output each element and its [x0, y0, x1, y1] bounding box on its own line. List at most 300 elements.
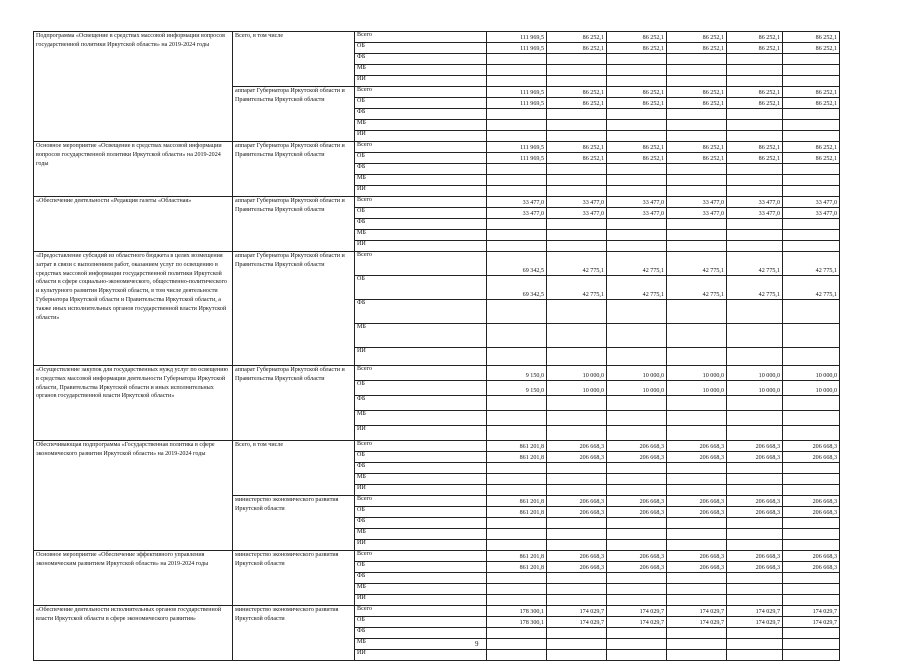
amount-cell: 86 252,1	[783, 87, 840, 98]
amount-cell	[783, 76, 840, 87]
amount-cell: 206 668,3	[667, 562, 727, 573]
amount-cell	[547, 300, 607, 324]
amount-cell	[547, 54, 607, 65]
amount-cell: 86 252,1	[547, 142, 607, 153]
amount-cell	[727, 54, 783, 65]
amount-cell	[547, 639, 607, 650]
amount-cell: 206 668,3	[547, 452, 607, 463]
amount-cell	[727, 241, 783, 252]
funding-source: ОБ	[355, 153, 487, 164]
funding-source: ИИ	[355, 595, 487, 606]
amount-cell	[667, 109, 727, 120]
amount-cell: 206 668,3	[727, 551, 783, 562]
funding-source: ОБ	[355, 507, 487, 518]
amount-cell	[607, 186, 667, 197]
funding-source: ИИ	[355, 76, 487, 87]
amount-cell	[547, 650, 607, 661]
amount-cell	[607, 109, 667, 120]
amount-cell	[487, 65, 547, 76]
amount-cell: 86 252,1	[783, 43, 840, 54]
amount-cell	[727, 474, 783, 485]
amount-cell	[487, 324, 547, 348]
amount-cell	[783, 639, 840, 650]
amount-cell: 86 252,1	[783, 142, 840, 153]
amount-cell	[547, 65, 607, 76]
amount-cell	[487, 518, 547, 529]
amount-cell: 206 668,3	[783, 507, 840, 518]
funding-source: ФБ	[355, 300, 487, 324]
amount-cell: 42 775,1	[607, 252, 667, 276]
amount-cell	[487, 241, 547, 252]
amount-cell: 86 252,1	[667, 87, 727, 98]
amount-cell	[487, 584, 547, 595]
amount-cell: 174 029,7	[783, 606, 840, 617]
amount-cell: 111 969,5	[487, 98, 547, 109]
amount-cell: 86 252,1	[607, 87, 667, 98]
amount-cell	[783, 348, 840, 366]
amount-cell	[667, 463, 727, 474]
amount-cell: 206 668,3	[547, 496, 607, 507]
amount-cell	[667, 639, 727, 650]
amount-cell: 174 029,7	[667, 606, 727, 617]
funding-source: Всего	[355, 496, 487, 507]
amount-cell: 86 252,1	[783, 153, 840, 164]
amount-cell: 174 029,7	[667, 617, 727, 628]
funding-source: ОБ	[355, 43, 487, 54]
amount-cell: 206 668,3	[667, 496, 727, 507]
amount-cell: 206 668,3	[607, 452, 667, 463]
funding-source: Всего	[355, 32, 487, 43]
amount-cell: 42 775,1	[783, 252, 840, 276]
amount-cell	[783, 120, 840, 131]
amount-cell: 206 668,3	[607, 562, 667, 573]
amount-cell	[727, 65, 783, 76]
amount-cell	[607, 639, 667, 650]
funding-source: ФБ	[355, 164, 487, 175]
amount-cell: 111 969,5	[487, 43, 547, 54]
amount-cell	[727, 120, 783, 131]
amount-cell	[547, 474, 607, 485]
amount-cell: 10 000,0	[547, 381, 607, 396]
amount-cell	[607, 474, 667, 485]
funding-source: ОБ	[355, 562, 487, 573]
amount-cell	[667, 518, 727, 529]
amount-cell: 86 252,1	[667, 98, 727, 109]
amount-cell	[783, 463, 840, 474]
amount-cell: 10 000,0	[667, 366, 727, 381]
amount-cell: 174 029,7	[783, 617, 840, 628]
amount-cell	[487, 628, 547, 639]
amount-cell	[667, 76, 727, 87]
amount-cell	[727, 300, 783, 324]
amount-cell: 33 477,0	[487, 208, 547, 219]
amount-cell	[667, 348, 727, 366]
amount-cell	[783, 518, 840, 529]
amount-cell: 206 668,3	[547, 441, 607, 452]
amount-cell: 33 477,0	[547, 197, 607, 208]
amount-cell: 10 000,0	[783, 381, 840, 396]
amount-cell	[547, 540, 607, 551]
amount-cell: 206 668,3	[607, 507, 667, 518]
amount-cell	[607, 54, 667, 65]
amount-cell	[487, 573, 547, 584]
amount-cell	[783, 324, 840, 348]
amount-cell: 86 252,1	[607, 43, 667, 54]
amount-cell	[487, 485, 547, 496]
funding-source: ОБ	[355, 452, 487, 463]
amount-cell	[783, 650, 840, 661]
amount-cell: 86 252,1	[667, 142, 727, 153]
amount-cell	[607, 300, 667, 324]
amount-cell	[487, 120, 547, 131]
amount-cell	[547, 219, 607, 230]
funding-source: ФБ	[355, 518, 487, 529]
amount-cell	[607, 518, 667, 529]
funding-source: ИИ	[355, 186, 487, 197]
amount-cell: 111 969,5	[487, 87, 547, 98]
funding-source: ФБ	[355, 109, 487, 120]
funding-source: Всего	[355, 197, 487, 208]
table-row	[34, 252, 840, 276]
budget-table	[33, 31, 840, 661]
amount-cell	[487, 54, 547, 65]
amount-cell	[783, 131, 840, 142]
amount-cell	[667, 164, 727, 175]
amount-cell	[547, 131, 607, 142]
executor: Всего, в том числе	[233, 32, 355, 87]
amount-cell	[667, 650, 727, 661]
amount-cell	[783, 300, 840, 324]
amount-cell	[547, 186, 607, 197]
amount-cell	[487, 219, 547, 230]
amount-cell: 206 668,3	[727, 496, 783, 507]
amount-cell: 206 668,3	[547, 562, 607, 573]
amount-cell	[727, 485, 783, 496]
amount-cell: 10 000,0	[547, 366, 607, 381]
amount-cell: 86 252,1	[783, 32, 840, 43]
funding-source: Всего	[355, 441, 487, 452]
funding-source: ОБ	[355, 208, 487, 219]
amount-cell: 33 477,0	[607, 208, 667, 219]
amount-cell	[607, 426, 667, 441]
amount-cell	[667, 396, 727, 411]
amount-cell	[607, 485, 667, 496]
funding-source: ОБ	[355, 276, 487, 300]
amount-cell: 10 000,0	[607, 381, 667, 396]
amount-cell	[547, 518, 607, 529]
amount-cell	[783, 175, 840, 186]
amount-cell	[727, 529, 783, 540]
amount-cell: 86 252,1	[727, 87, 783, 98]
amount-cell	[727, 76, 783, 87]
funding-source: МБ	[355, 120, 487, 131]
amount-cell: 86 252,1	[727, 153, 783, 164]
budget-document	[33, 31, 839, 661]
funding-source: МБ	[355, 65, 487, 76]
amount-cell: 86 252,1	[607, 32, 667, 43]
amount-cell: 174 029,7	[547, 606, 607, 617]
measure-name: Подпрограмма «Освещение в средствах массовой информации вопросов государственной политики Иркутской области» на 2019-2024 годы	[34, 32, 233, 142]
funding-source: МБ	[355, 474, 487, 485]
amount-cell	[667, 219, 727, 230]
measure-name: Обеспечивающая подпрограмма «Государственная политика в сфере экономического развития Иркутской области» на 2019-2024 годы	[34, 441, 233, 551]
amount-cell	[783, 628, 840, 639]
funding-source: МБ	[355, 411, 487, 426]
amount-cell: 861 201,8	[487, 441, 547, 452]
amount-cell: 861 201,8	[487, 496, 547, 507]
amount-cell	[607, 164, 667, 175]
amount-cell: 206 668,3	[727, 452, 783, 463]
funding-source: Всего	[355, 551, 487, 562]
executor: аппарат Губернатора Иркутской области и Правительства Иркутской области	[233, 366, 355, 441]
table-row	[34, 197, 840, 208]
measure-name: «Предоставление субсидий из областного бюджета в целях возмещения затрат в связи с выполнением работ, оказанием услуг по освещению в средствах массовой информации государственной политики Иркутской области в сфере социально-экономического, общественно-политического и культурного развития Иркутской области, в том числе деятельности Губернатора Иркутской области и Правительства Иркутской области, а также иных исполнительных органов государственной власти Иркутской области»	[34, 252, 233, 366]
amount-cell	[727, 348, 783, 366]
amount-cell	[487, 230, 547, 241]
amount-cell: 111 969,5	[487, 32, 547, 43]
amount-cell	[547, 348, 607, 366]
amount-cell	[783, 529, 840, 540]
amount-cell	[607, 411, 667, 426]
amount-cell: 10 000,0	[727, 381, 783, 396]
amount-cell	[783, 396, 840, 411]
funding-source: ФБ	[355, 219, 487, 230]
amount-cell	[547, 628, 607, 639]
amount-cell: 86 252,1	[547, 43, 607, 54]
amount-cell: 33 477,0	[607, 197, 667, 208]
amount-cell	[727, 324, 783, 348]
table-row	[34, 441, 840, 452]
amount-cell: 174 029,7	[607, 617, 667, 628]
amount-cell	[487, 540, 547, 551]
amount-cell: 86 252,1	[783, 98, 840, 109]
amount-cell	[727, 109, 783, 120]
amount-cell: 206 668,3	[727, 507, 783, 518]
amount-cell: 86 252,1	[547, 153, 607, 164]
table-row	[34, 142, 840, 153]
amount-cell	[727, 131, 783, 142]
amount-cell: 206 668,3	[727, 562, 783, 573]
amount-cell	[607, 131, 667, 142]
amount-cell: 206 668,3	[667, 507, 727, 518]
amount-cell	[547, 584, 607, 595]
amount-cell: 42 775,1	[727, 276, 783, 300]
amount-cell	[667, 595, 727, 606]
amount-cell	[607, 241, 667, 252]
amount-cell: 178 300,1	[487, 617, 547, 628]
funding-source: ОБ	[355, 381, 487, 396]
amount-cell	[607, 573, 667, 584]
amount-cell: 174 029,7	[547, 617, 607, 628]
funding-source: ИИ	[355, 650, 487, 661]
amount-cell: 33 477,0	[727, 208, 783, 219]
amount-cell: 86 252,1	[607, 142, 667, 153]
amount-cell: 33 477,0	[667, 208, 727, 219]
amount-cell	[487, 348, 547, 366]
amount-cell	[607, 76, 667, 87]
amount-cell	[607, 120, 667, 131]
amount-cell: 10 000,0	[667, 381, 727, 396]
amount-cell	[607, 175, 667, 186]
amount-cell	[727, 230, 783, 241]
table-row	[34, 606, 840, 617]
amount-cell	[547, 485, 607, 496]
measure-name: «Обеспечение деятельности «Редакция газеты «Областная»	[34, 197, 233, 252]
amount-cell	[727, 426, 783, 441]
amount-cell	[487, 639, 547, 650]
funding-source: Всего	[355, 87, 487, 98]
amount-cell	[547, 396, 607, 411]
amount-cell: 42 775,1	[783, 276, 840, 300]
amount-cell	[547, 120, 607, 131]
funding-source: ИИ	[355, 485, 487, 496]
amount-cell	[547, 109, 607, 120]
measure-name: Основное мероприятие «Освещение в средствах массовой информации вопросов государственной политики Иркутской области» на 2019-2024 годы	[34, 142, 233, 197]
amount-cell	[547, 573, 607, 584]
amount-cell	[607, 540, 667, 551]
amount-cell	[667, 241, 727, 252]
amount-cell: 178 300,1	[487, 606, 547, 617]
amount-cell	[487, 396, 547, 411]
amount-cell	[487, 595, 547, 606]
amount-cell: 86 252,1	[607, 153, 667, 164]
amount-cell	[727, 540, 783, 551]
amount-cell: 42 775,1	[547, 252, 607, 276]
funding-source: МБ	[355, 324, 487, 348]
amount-cell	[487, 411, 547, 426]
amount-cell	[727, 396, 783, 411]
executor: Всего, в том числе	[233, 441, 355, 496]
executor: аппарат Губернатора Иркутской области и Правительства Иркутской области	[233, 252, 355, 366]
amount-cell	[607, 230, 667, 241]
amount-cell	[667, 584, 727, 595]
amount-cell	[607, 650, 667, 661]
amount-cell	[667, 186, 727, 197]
funding-source: МБ	[355, 175, 487, 186]
table-row	[34, 551, 840, 562]
funding-source: МБ	[355, 529, 487, 540]
amount-cell	[783, 485, 840, 496]
amount-cell: 861 201,8	[487, 551, 547, 562]
amount-cell: 111 969,5	[487, 142, 547, 153]
measure-name: Основное мероприятие «Обеспечение эффективного управления экономическим развитием Иркутской области» на 2019-2024 годы	[34, 551, 233, 606]
amount-cell	[667, 54, 727, 65]
amount-cell	[727, 639, 783, 650]
amount-cell: 86 252,1	[727, 98, 783, 109]
executor: аппарат Губернатора Иркутской области и Правительства Иркутской области	[233, 142, 355, 197]
amount-cell: 42 775,1	[667, 276, 727, 300]
amount-cell	[487, 474, 547, 485]
amount-cell	[487, 463, 547, 474]
amount-cell	[783, 411, 840, 426]
amount-cell: 206 668,3	[667, 441, 727, 452]
amount-cell	[667, 474, 727, 485]
amount-cell	[547, 324, 607, 348]
amount-cell	[607, 595, 667, 606]
amount-cell	[667, 426, 727, 441]
amount-cell	[607, 396, 667, 411]
amount-cell	[667, 411, 727, 426]
amount-cell: 111 969,5	[487, 153, 547, 164]
amount-cell	[487, 175, 547, 186]
amount-cell	[487, 76, 547, 87]
amount-cell	[487, 426, 547, 441]
executor: аппарат Губернатора Иркутской области и Правительства Иркутской области	[233, 197, 355, 252]
funding-source: ИИ	[355, 241, 487, 252]
amount-cell: 33 477,0	[487, 197, 547, 208]
amount-cell	[607, 324, 667, 348]
executor: аппарат Губернатора Иркутской области и Правительства Иркутской области	[233, 87, 355, 142]
funding-source: ИИ	[355, 426, 487, 441]
amount-cell	[547, 76, 607, 87]
funding-source: ОБ	[355, 98, 487, 109]
amount-cell: 86 252,1	[727, 43, 783, 54]
amount-cell: 86 252,1	[667, 32, 727, 43]
amount-cell: 206 668,3	[607, 441, 667, 452]
amount-cell	[783, 426, 840, 441]
amount-cell: 206 668,3	[727, 441, 783, 452]
amount-cell	[547, 463, 607, 474]
amount-cell	[783, 219, 840, 230]
amount-cell	[727, 411, 783, 426]
amount-cell	[667, 324, 727, 348]
amount-cell	[727, 518, 783, 529]
funding-source: ИИ	[355, 131, 487, 142]
amount-cell: 206 668,3	[547, 507, 607, 518]
amount-cell: 206 668,3	[783, 562, 840, 573]
amount-cell: 206 668,3	[607, 496, 667, 507]
amount-cell: 33 477,0	[783, 197, 840, 208]
funding-source: ИИ	[355, 348, 487, 366]
amount-cell	[783, 595, 840, 606]
amount-cell	[487, 650, 547, 661]
amount-cell: 86 252,1	[727, 32, 783, 43]
amount-cell	[727, 595, 783, 606]
amount-cell: 86 252,1	[547, 32, 607, 43]
amount-cell	[727, 463, 783, 474]
amount-cell: 10 000,0	[783, 366, 840, 381]
amount-cell	[783, 584, 840, 595]
amount-cell	[727, 584, 783, 595]
amount-cell	[547, 529, 607, 540]
amount-cell	[607, 65, 667, 76]
amount-cell	[607, 628, 667, 639]
amount-cell	[547, 426, 607, 441]
amount-cell: 174 029,7	[727, 617, 783, 628]
amount-cell: 9 150,0	[487, 366, 547, 381]
amount-cell	[547, 175, 607, 186]
amount-cell	[487, 131, 547, 142]
amount-cell: 206 668,3	[667, 452, 727, 463]
amount-cell	[547, 241, 607, 252]
amount-cell: 206 668,3	[783, 441, 840, 452]
amount-cell: 33 477,0	[727, 197, 783, 208]
amount-cell: 206 668,3	[783, 496, 840, 507]
funding-source: Всего	[355, 606, 487, 617]
amount-cell: 86 252,1	[547, 98, 607, 109]
amount-cell	[667, 230, 727, 241]
funding-source: МБ	[355, 639, 487, 650]
amount-cell	[607, 219, 667, 230]
funding-source: ФБ	[355, 396, 487, 411]
amount-cell	[727, 628, 783, 639]
amount-cell	[487, 186, 547, 197]
amount-cell	[547, 595, 607, 606]
amount-cell	[667, 573, 727, 584]
amount-cell	[783, 109, 840, 120]
amount-cell: 10 000,0	[607, 366, 667, 381]
amount-cell: 86 252,1	[727, 142, 783, 153]
